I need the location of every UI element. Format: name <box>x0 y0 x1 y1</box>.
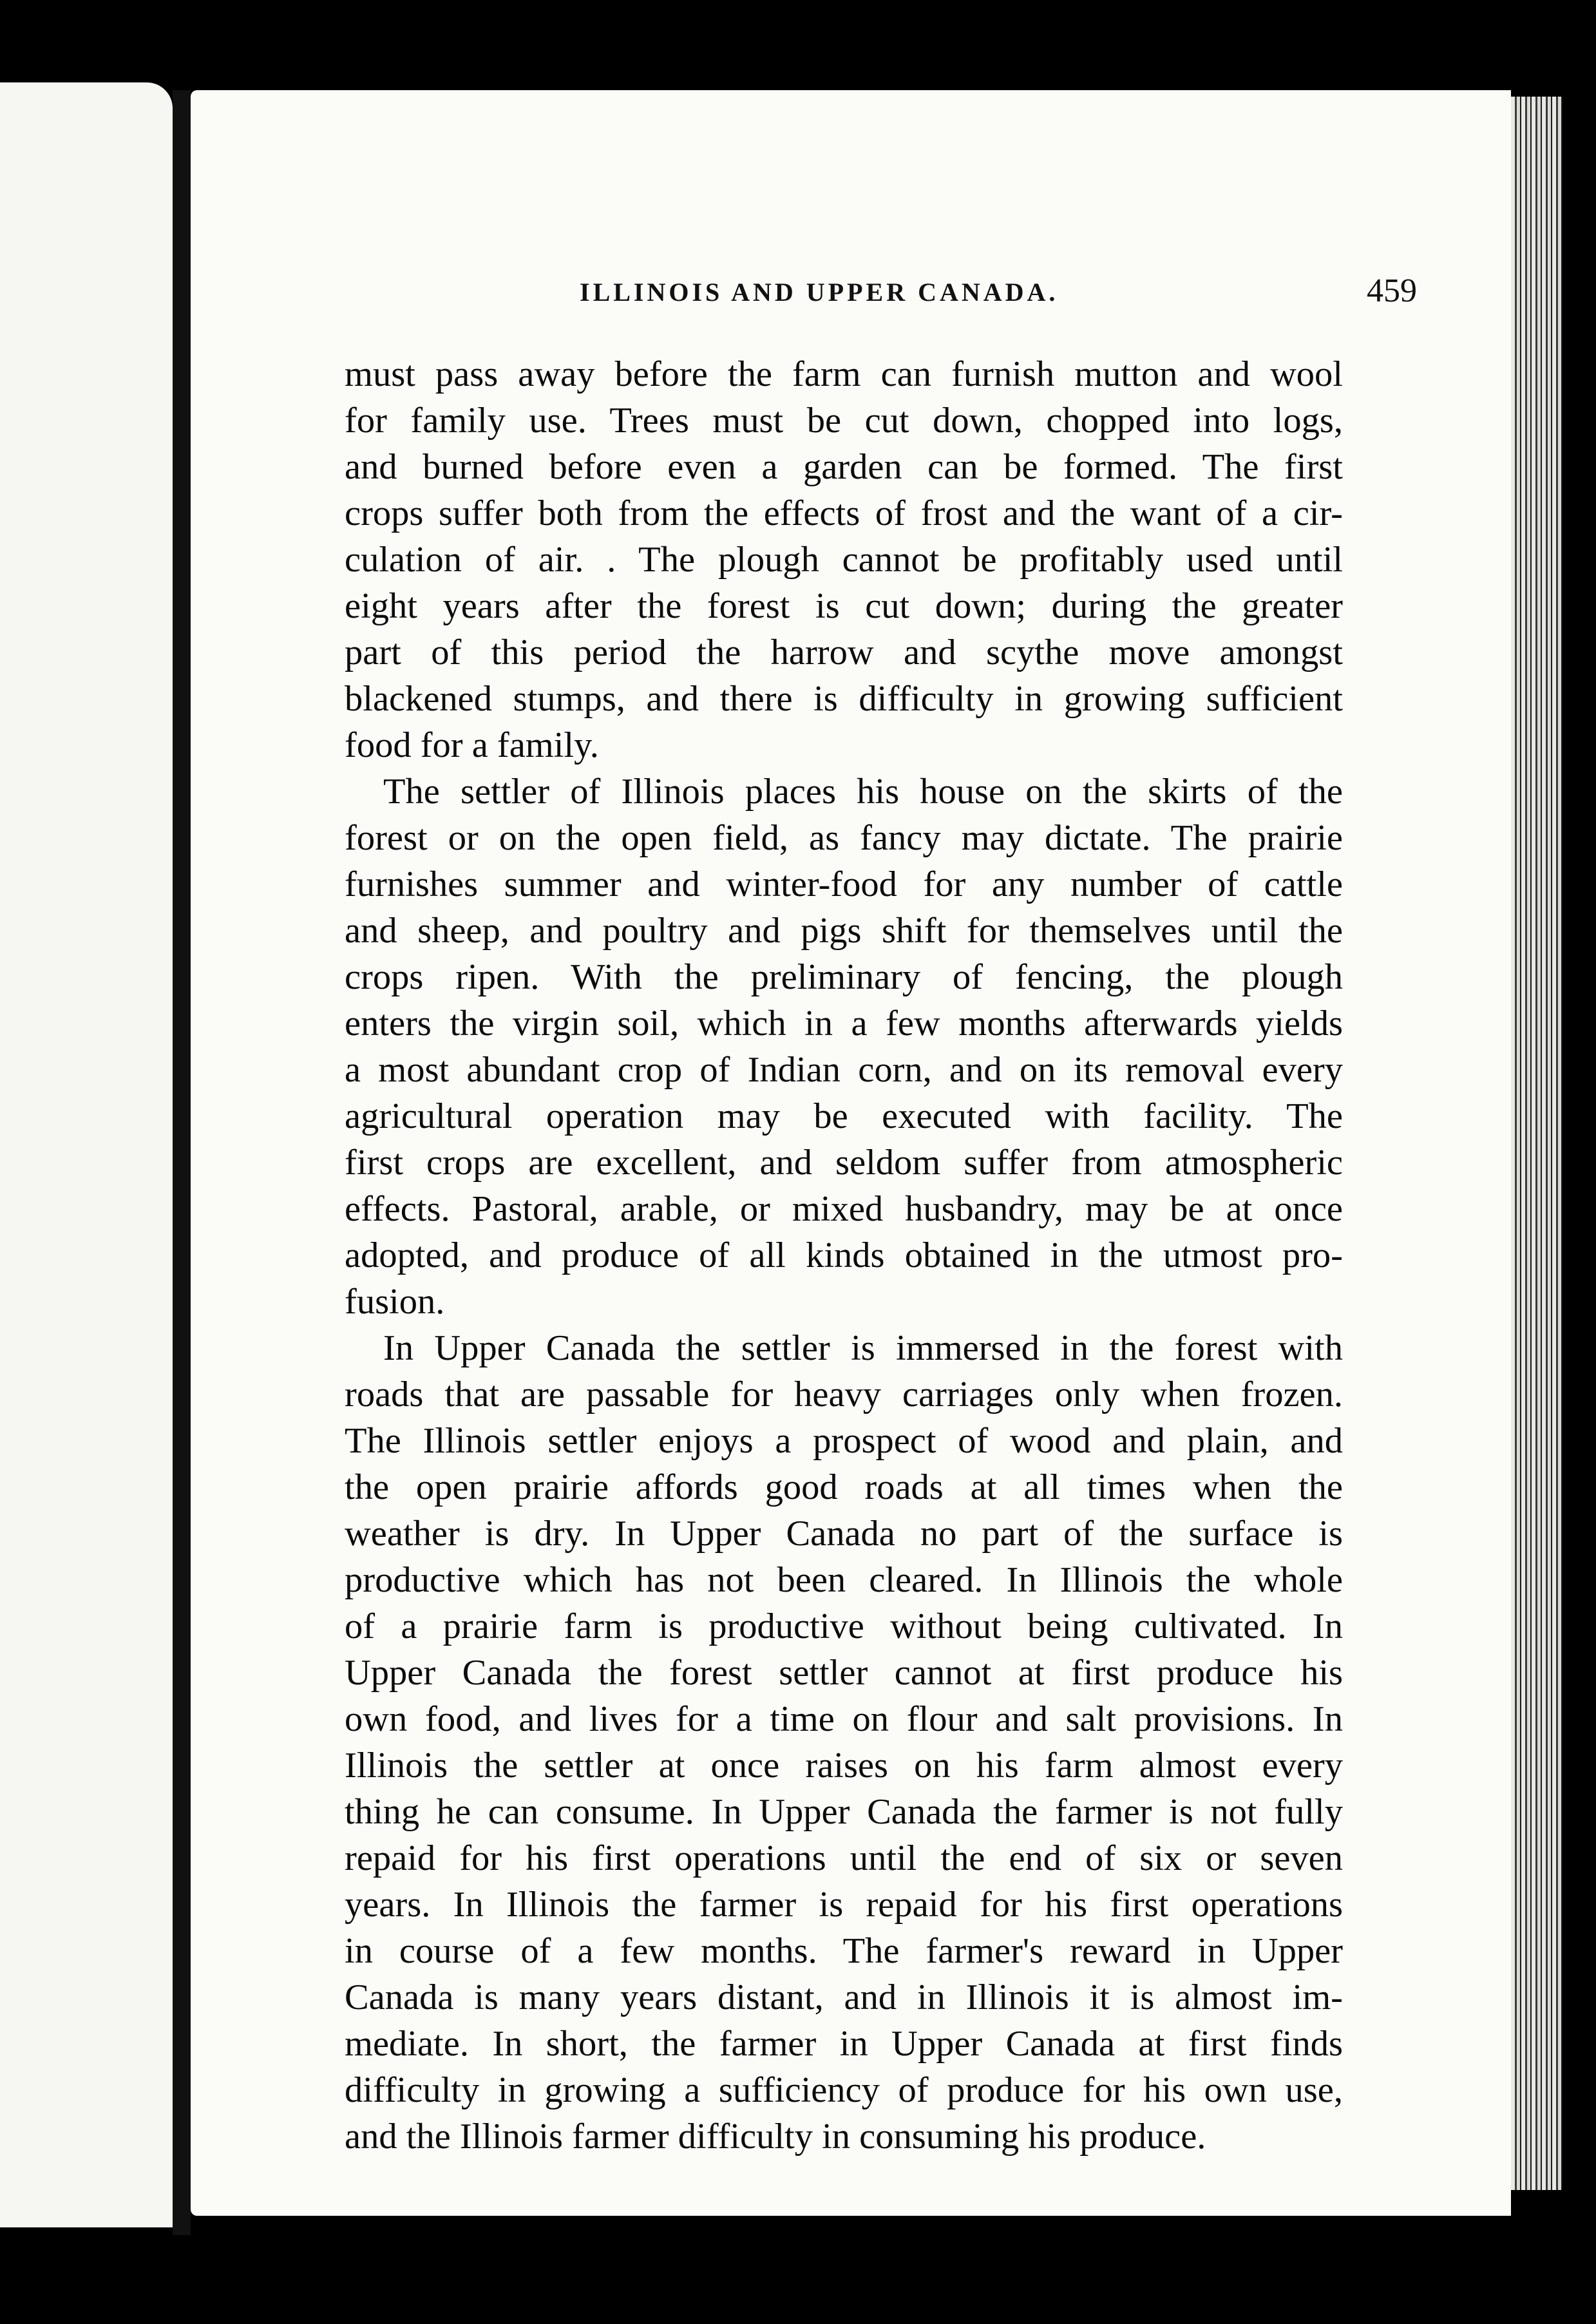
text-line: first crops are excellent, and seldom suffer from atmospheric <box>345 1143 1343 1183</box>
facing-page <box>0 82 173 2227</box>
text-line: adopted, and produce of all kinds obtained in the utmost pro- <box>345 1235 1343 1275</box>
text-line: weather is dry. In Upper Canada no part of the surface is <box>345 1514 1343 1554</box>
text-line: repaid for his first operations until the end of six or seven <box>345 1838 1343 1878</box>
text-line: agricultural operation may be executed with facility. The <box>345 1096 1343 1136</box>
text-line: The settler of Illinois places his house on the skirts of the <box>383 772 1343 812</box>
text-line: furnishes summer and winter-food for any number of cattle <box>345 864 1343 904</box>
text-line: forest or on the open field, as fancy may dictate. The prairie <box>345 818 1343 858</box>
text-line: and burned before even a garden can be formed. The first <box>345 447 1343 487</box>
text-line: food for a family. <box>345 725 599 765</box>
page-edges <box>1511 97 1563 2190</box>
paragraph <box>345 351 1343 768</box>
text-line: and sheep, and poultry and pigs shift for themselves until the <box>345 911 1343 951</box>
text-line: roads that are passable for heavy carriages only when frozen. <box>345 1375 1343 1414</box>
text-line: own food, and lives for a time on flour and salt provisions. In <box>345 1699 1343 1739</box>
text-line: difficulty in growing a sufficiency of produce for his own use, <box>345 2070 1343 2110</box>
text-line: Illinois the settler at once raises on his farm almost every <box>345 1746 1343 1786</box>
text-line: In Upper Canada the settler is immersed in the forest with <box>383 1328 1343 1368</box>
text-line: years. In Illinois the farmer is repaid for his first operations <box>345 1885 1343 1925</box>
text-line: part of this period the harrow and scythe move amongst <box>345 633 1343 672</box>
text-line: fusion. <box>345 1282 445 1322</box>
paragraph <box>345 768 1343 1325</box>
text-line: crops ripen. With the preliminary of fencing, the plough <box>345 957 1343 997</box>
book-gutter <box>173 90 191 2235</box>
text-line: enters the virgin soil, which in a few months afterwards yields <box>345 1004 1343 1043</box>
text-line: effects. Pastoral, arable, or mixed husbandry, may be at once <box>345 1189 1343 1229</box>
text-line: Canada is many years distant, and in Illinois it is almost im- <box>345 1977 1343 2017</box>
text-line: blackened stumps, and there is difficulty in growing sufficient <box>345 679 1343 719</box>
text-line: a most abundant crop of Indian corn, and on its removal every <box>345 1050 1343 1090</box>
text-line: and the Illinois farmer difficulty in consuming his produce. <box>345 2117 1206 2157</box>
paragraph <box>345 1325 1343 2160</box>
text-line: in course of a few months. The farmer's reward in Upper <box>345 1931 1343 1971</box>
running-title: ILLINOIS AND UPPER CANADA. <box>580 278 1059 307</box>
text-line: of a prairie farm is productive without being cultivated. In <box>345 1606 1343 1646</box>
text-line: culation of air. . The plough cannot be profitably used until <box>345 540 1343 580</box>
running-head <box>580 272 1417 329</box>
body-text <box>345 351 1343 2160</box>
text-line: crops suffer both from the effects of frost and the want of a cir- <box>345 493 1343 533</box>
text-line: The Illinois settler enjoys a prospect of wood and plain, and <box>345 1421 1343 1461</box>
text-line: thing he can consume. In Upper Canada the farmer is not fully <box>345 1792 1343 1832</box>
text-line: for family use. Trees must be cut down, chopped into logs, <box>345 401 1343 441</box>
text-line: the open prairie affords good roads at all times when the <box>345 1467 1343 1507</box>
page-number: 459 <box>1367 272 1417 309</box>
text-line: eight years after the forest is cut down; during the greater <box>345 586 1343 626</box>
text-line: productive which has not been cleared. In Illinois the whole <box>345 1560 1343 1600</box>
text-line: mediate. In short, the farmer in Upper Canada at first finds <box>345 2024 1343 2064</box>
text-line: Upper Canada the forest settler cannot at first produce his <box>345 1653 1343 1693</box>
text-line: must pass away before the farm can furnish mutton and wool <box>345 354 1343 394</box>
